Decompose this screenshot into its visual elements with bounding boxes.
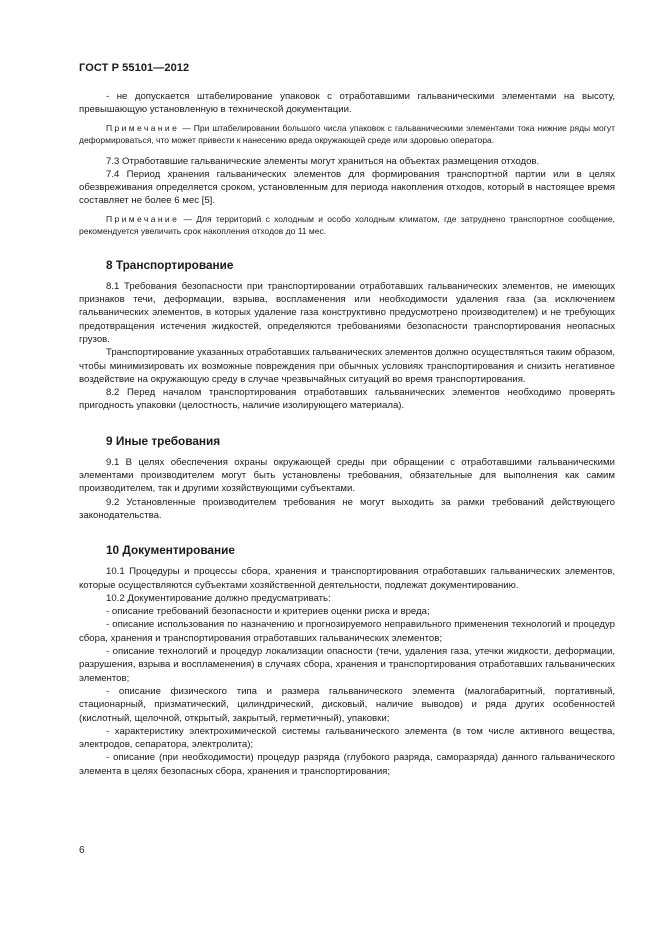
- note-text: — При штабелировании большого числа упаковок с гальваническими элементами тока нижние ряды могут деформироваться, что может привести к нанесению вреда окружающей среде или здоровью оператора.: [79, 122, 615, 145]
- page-content: [79, 90, 615, 778]
- paragraph-8-1b: Транспортирование указанных отработавших гальванических элементов должно осуществляться таким образом, чтобы минимизировать их возможные повреждения при обычных условиях транспортирования и снизить негативное воздействие на окружающую среду в случае чрезвычайных ситуаций во время транспортирования.: [79, 347, 615, 385]
- page-number: 6: [79, 845, 85, 856]
- paragraph-7-3: 7.3 Отработавшие гальванические элементы могут храниться на объектах размещения отходов.: [106, 155, 540, 167]
- section-9-title: 9 Иные требования: [106, 433, 221, 448]
- paragraph-10-1: 10.1 Процедуры и процессы сбора, хранения и транспортирования отработавших гальванических элементов, которые осуществляются субъектами хозяйственной деятельности, подлежат документированию.: [79, 566, 615, 591]
- note-stacking: [79, 122, 615, 146]
- list-item: - описание физического типа и размера гальванического элемента (малогабаритный, портативный, стационарный, призматический, цилиндрический, дисковый, наличие выводов) и ряда других особенностей (кислотный, щелочной, открытый, закрытый, герметичный), упаковки;: [79, 685, 615, 724]
- paragraph-7-4: 7.4 Период хранения гальванических элементов для формирования транспортной партии или в целях обезвреживания определяется сроком, установленным для периода накопления отходов, который в настоящее время составляет не более 6 мес [5].: [79, 168, 615, 207]
- list-item: - описание использования по назначению и прогнозируемого неправильного применения технологий и процедур сбора, хранения и транспортирования отработавших гальванических элементов;: [79, 619, 615, 644]
- list-item: - описание технологий и процедур локализации опасности (течи, удаления газа, утечки жидкости, деформации, разрушения, взрыва и воспламенения) в случаях сбора, хранения и транспортирования отработавших гальванических элементов;: [79, 646, 615, 684]
- section-8-title: 8 Транспортирование: [106, 257, 234, 272]
- standard-header: ГОСТ Р 55101—2012: [79, 62, 190, 74]
- list-item: - описание (при необходимости) процедур разряда (глубокого разряда, саморазряда) данного гальванического элемента в целях безопасных сбора, хранения и транспортирования;: [79, 752, 615, 777]
- paragraph-9-1: 9.1 В целях обеспечения охраны окружающей среды при обращении с отработавшими гальваническими элементами производителем могут быть установлены требования, обязательные для выполнения как самим производителем, так и другими хозяйствующими субъектами.: [79, 456, 615, 495]
- paragraph-10-2: 10.2 Документирование должно предусматривать:: [106, 592, 331, 604]
- paragraph-8-1: 8.1 Требования безопасности при транспортировании отработавших гальванических элементов, не имеющих признаков течи, деформации, взрыва, воспламенения или необходимости удаления газа (за исключением гальванических элементов, в которых удаление газа конструктивно предусмотрено производителем) и не требующих предотвращения истечения жидкостей, определяются требованиями безопасности транспортирования неопасных грузов.: [79, 280, 615, 345]
- bullet-stacking: - не допускается штабелирование упаковок с отработавшими гальваническими элементами на высоту, превышающую установленную в технической документации.: [79, 91, 615, 116]
- note-label: Примечание: [106, 213, 180, 224]
- paragraph-9-2: 9.2 Установленные производителем требования не могут выходить за рамки требований действующего законодательства.: [79, 496, 615, 521]
- note-label: Примечание: [106, 122, 180, 133]
- note-text: — Для территорий с холодным и особо холодным климатом, где затруднено транспортное сообщение, рекомендуется увеличить срок накопления отходов до 11 мес.: [79, 213, 615, 236]
- list-item: - описание требований безопасности и критериев оценки риска и вреда;: [106, 606, 430, 618]
- section-10-title: 10 Документирование: [106, 543, 235, 558]
- list-item: - характеристику электрохимической системы гальванического элемента (в том числе активного вещества, электродов, сепаратора, электролита);: [79, 725, 615, 751]
- paragraph-8-2: 8.2 Перед началом транспортирования отработавших гальванических элементов необходимо проверять пригодность упаковки (целостность, наличие изолирующего материала).: [79, 387, 615, 412]
- note-climate: [79, 213, 615, 237]
